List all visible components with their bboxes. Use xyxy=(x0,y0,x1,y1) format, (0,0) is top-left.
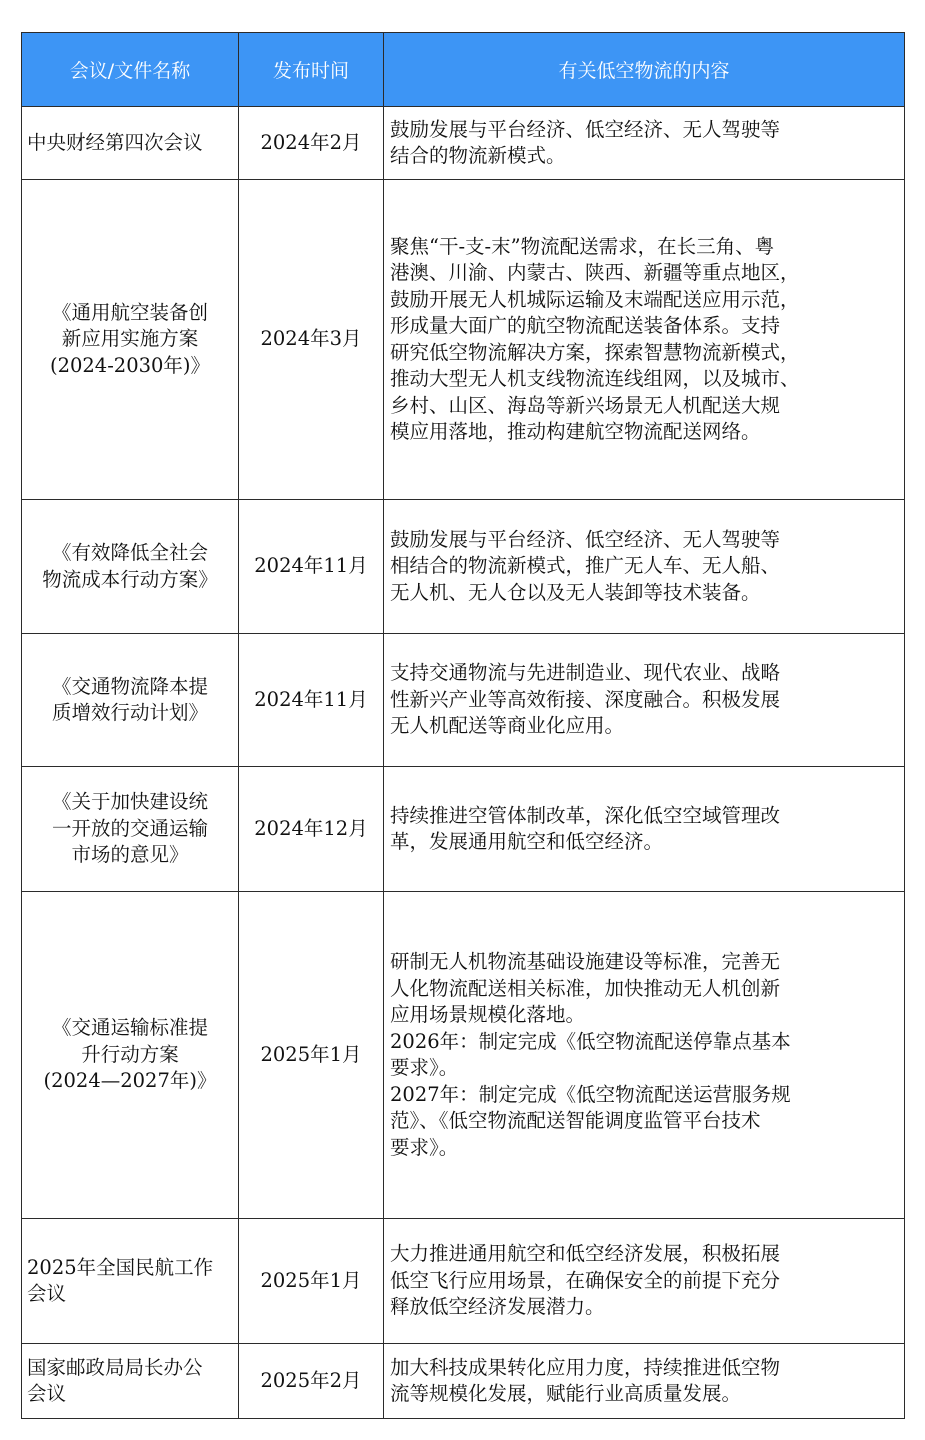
row-date: 2025年1月 xyxy=(239,892,384,1219)
row-name-cell xyxy=(22,500,239,634)
row-name: 2025年全国民航工作 会议 xyxy=(27,1255,214,1305)
row-content: 聚焦“干-支-末”物流配送需求，在长三角、粤 港澳、川渝、内蒙古、陕西、新疆等重点地区， 鼓励开展无人机城际运输及末端配送应用示范， 形成量大面广的航空物流配送装备体系。支持 研究低空物流解决方案，探索智慧物流新模式， 推动大型无人机支线物流连线组网，以及城市、 乡村、山区、海岛等新兴场景无人机配送大规 模应用落地，推动构建航空物流配送网络。 xyxy=(384,180,905,500)
row-name: 中央财经第四次会议 xyxy=(27,130,203,154)
table-row xyxy=(22,500,905,634)
row-name: 国家邮政局局长办公 会议 xyxy=(27,1355,203,1405)
row-date: 2025年1月 xyxy=(239,1219,384,1344)
row-name: 《交通物流降本提 质增效行动计划》 xyxy=(51,674,208,724)
row-name-cell xyxy=(22,107,239,180)
row-content: 支持交通物流与先进制造业、现代农业、战略 性新兴产业等高效衔接、深度融合。积极发展 无人机配送等商业化应用。 xyxy=(384,634,905,767)
row-name-cell xyxy=(22,1219,239,1344)
header-row xyxy=(22,33,905,107)
table-row xyxy=(22,107,905,180)
row-content: 加大科技成果转化应用力度，持续推进低空物 流等规模化发展，赋能行业高质量发展。 xyxy=(384,1344,905,1419)
row-content: 研制无人机物流基础设施建设等标准，完善无 人化物流配送相关标准，加快推动无人机创新 应用场景规模化落地。 2026年：制定完成《低空物流配送停靠点基本 要求》。 2027年：制定完成《低空物流配送运营服务规 范》、《低空物流配送智能调度监管平台技术 要求》。 xyxy=(384,892,905,1219)
row-date: 2025年2月 xyxy=(239,1344,384,1419)
row-name: 《交通运输标准提 升行动方案 (2024—2027年)》 xyxy=(43,1016,217,1093)
row-date: 2024年11月 xyxy=(239,634,384,767)
row-date: 2024年12月 xyxy=(239,767,384,892)
table-row xyxy=(22,634,905,767)
row-name: 《通用航空装备创 新应用实施方案 (2024-2030年)》 xyxy=(49,300,211,377)
row-content: 鼓励发展与平台经济、低空经济、无人驾驶等 相结合的物流新模式，推广无人车、无人船、 无人机、无人仓以及无人装卸等技术装备。 xyxy=(384,500,905,634)
row-date: 2024年3月 xyxy=(239,180,384,500)
header-date: 发布时间 xyxy=(239,33,384,107)
row-date: 2024年11月 xyxy=(239,500,384,634)
row-content: 持续推进空管体制改革，深化低空空域管理改 革，发展通用航空和低空经济。 xyxy=(384,767,905,892)
row-name: 《关于加快建设统 一开放的交通运输 市场的意见》 xyxy=(51,790,208,867)
row-content: 大力推进通用航空和低空经济发展，积极拓展 低空飞行应用场景，在确保安全的前提下充分 释放低空经济发展潜力。 xyxy=(384,1219,905,1344)
table-row xyxy=(22,892,905,1219)
row-name-cell xyxy=(22,892,239,1219)
table-row xyxy=(22,1344,905,1419)
row-content: 鼓励发展与平台经济、低空经济、无人驾驶等 结合的物流新模式。 xyxy=(384,107,905,180)
row-date: 2024年2月 xyxy=(239,107,384,180)
table-row xyxy=(22,180,905,500)
row-name-cell xyxy=(22,767,239,892)
row-name-cell xyxy=(22,634,239,767)
header-name: 会议/文件名称 xyxy=(22,33,239,107)
row-name: 《有效降低全社会 物流成本行动方案》 xyxy=(42,541,218,591)
table-row xyxy=(22,767,905,892)
row-name-cell xyxy=(22,180,239,500)
header-content: 有关低空物流的内容 xyxy=(384,33,905,107)
policy-table xyxy=(21,32,905,1419)
table-row xyxy=(22,1219,905,1344)
row-name-cell xyxy=(22,1344,239,1419)
